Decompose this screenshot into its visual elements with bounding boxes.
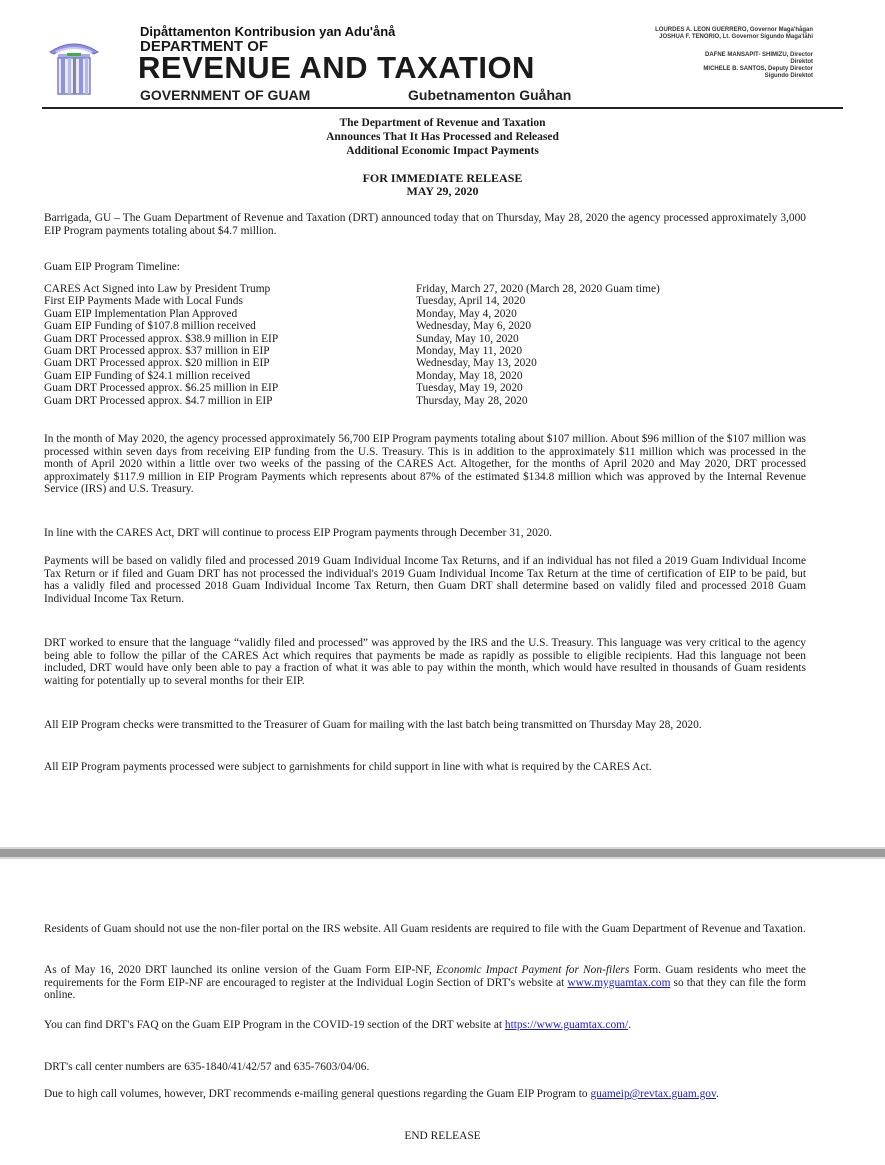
official-line: MICHELE B. SANTOS, Deputy Director [703,66,813,72]
email-link[interactable]: guameip@revtax.guam.gov [590,1088,716,1100]
release-header [0,172,885,198]
title-line: Announces That It Has Processed and Released [326,131,559,143]
department-name: REVENUE AND TAXATION [138,50,535,85]
nonfiler-text: Form. Guam residents who meet the requirements for the Form EIP-NF are encouraged to register at the Individual Login Section of DRT's website at [44,964,806,989]
nonfiler-text: As of May 16, 2020 DRT launched its online version of the Guam Form EIP-NF, [44,964,436,976]
call-center-paragraph: DRT's call center numbers are 635-1840/41/42/57 and 635-7603/04/06. [44,1061,370,1073]
officials-director-block [703,52,813,80]
nonfiler-paragraph [44,964,806,1002]
department-of-label: DEPARTMENT OF [140,38,269,55]
timeline-date: Thursday, May 28, 2020 [416,394,528,407]
myguamtax-link[interactable]: www.myguamtax.com [567,976,671,989]
timeline-row [44,308,660,320]
letterhead-divider [42,107,843,109]
timeline-row [44,320,660,332]
officials-governor-block [655,27,813,41]
may-summary-paragraph: In the month of May 2020, the agency processed approximately 56,700 EIP Program payments totaling about $107 million. About $96 million of the $107 million was processed within seven days from receiving EIP funding from the U.S. Treasury. This is in addition to the approximately $11 million which was processed in the month of April 2020 within a little over two weeks of the passing of the CARES Act. Altogether, for the months of April 2020 and May 2020, DRT processed approximately $117.9 million in EIP Program Payments which represents about 87% of the estimated $134.8 million which was approved by the Internal Revenue Service (IRS) and U.S. Treasury. [44,433,806,496]
timeline-event: Guam DRT Processed approx. $37 million in EIP [44,345,270,358]
timeline-row [44,357,660,369]
nonfiler-text: so that they can file the form online. [44,976,806,1002]
timeline-row [44,333,660,345]
timeline-row [44,382,660,394]
continue-processing-paragraph: In line with the CARES Act, DRT will continue to process EIP Program payments through December 31, 2020. [44,527,553,539]
garnishments-paragraph: All EIP Program payments processed were subject to garnishments for child support in line with what is required by the CARES Act. [44,761,652,773]
title-line: The Department of Revenue and Taxation [339,117,546,129]
timeline-date: Tuesday, May 19, 2020 [416,382,523,395]
column-seal-icon [48,38,100,98]
timeline-date: Friday, March 27, 2020 (March 28, 2020 Guam time) [416,283,660,295]
department-name-chamorro: Dipåttamenton Kontribusion yan Adu'ånå [140,24,396,39]
timeline-event: Guam EIP Implementation Plan Approved [44,307,238,320]
timeline-event: CARES Act Signed into Law by President Trump [44,283,271,295]
intro-paragraph: Barrigada, GU – The Guam Department of Revenue and Taxation (DRT) announced today that on Thursday, May 28, 2020 the agency processed approximately 3,000 EIP Program payments totaling about $4.7 million. [44,212,806,237]
email-paragraph [44,1088,806,1101]
nonfiler-form-title: Economic Impact Payment for Non-filers [436,964,630,976]
government-label: GOVERNMENT OF GUAM [140,87,311,103]
payments-basis-paragraph: Payments will be based on validly filed and processed 2019 Guam Individual Income Tax Returns, and if an individual has not filed a 2019 Guam Individual Income Tax Return or if filed and Guam DRT has not processed the individual's 2019 Guam Individual Income Tax Return at the time of certification of EIP to be paid, but has a validly filed and processed 2018 Guam Individual Income Tax Return, then Guam DRT shall determine based on validly filed and processed 2018 Guam Individual Income Tax Return. [44,555,806,605]
checks-paragraph: All EIP Program checks were transmitted to the Treasurer of Guam for mailing with the last batch being transmitted on Thursday May 28, 2020. [44,719,702,731]
timeline-date: Wednesday, May 13, 2020 [416,357,537,370]
timeline-heading: Guam EIP Program Timeline: [44,261,180,273]
residents-paragraph: Residents of Guam should not use the non-filer portal on the IRS website. All Guam residents are required to file with the Guam Department of Revenue and Taxation. [44,923,806,935]
timeline-row [44,295,660,307]
title-line: Additional Economic Impact Payments [346,145,539,157]
timeline-date: Wednesday, May 6, 2020 [416,320,532,333]
email-text: Due to high call volumes, however, DRT recommends e-mailing general questions regarding the Guam EIP Program to [44,1088,591,1100]
timeline-event: Guam DRT Processed approx. $6.25 million in EIP [44,382,279,395]
release-label: FOR IMMEDIATE RELEASE [362,171,523,185]
timeline-event: Guam DRT Processed approx. $4.7 million in EIP [44,394,273,407]
timeline-event: Guam EIP Funding of $107.8 million received [44,320,256,333]
timeline-row [44,370,660,382]
timeline-row [44,345,660,357]
end-release: END RELEASE [404,1130,481,1142]
official-line: DAFNE MANSAPIT- SHIMIZU, Director [704,52,813,58]
faq-text: You can find DRT's FAQ on the Guam EIP Program in the COVID-19 section of the DRT website at [44,1019,505,1031]
press-release-title [0,116,885,158]
timeline-date: Tuesday, April 14, 2020 [416,295,526,308]
timeline-date: Monday, May 4, 2020 [416,307,517,320]
government-label-chamorro: Gubetnamenton Guåhan [408,87,572,103]
official-line: LOURDES A. LEON GUERRERO, Governor Maga'hågan [655,27,813,33]
guamtax-link[interactable]: https://www.guamtax.com/ [504,1019,629,1031]
timeline-row [44,395,660,407]
page-break [0,849,885,857]
release-date: MAY 29, 2020 [406,184,479,198]
timeline-row [44,283,660,295]
official-line: Direktot [790,59,813,65]
faq-paragraph [44,1019,806,1032]
faq-text: . [628,1019,632,1031]
official-line: Sigundo Direktot [764,73,813,79]
email-text: . [715,1088,719,1100]
timeline-event: First EIP Payments Made with Local Funds [44,295,243,308]
timeline-date: Monday, May 18, 2020 [416,369,523,382]
timeline-event: Guam DRT Processed approx. $38.9 million in EIP [44,332,279,345]
timeline-date: Monday, May 11, 2020 [416,345,523,358]
timeline-event: Guam DRT Processed approx. $20 million in EIP [44,357,270,370]
official-line: JOSHUA F. TENORIO, Lt. Governor Sigundo Maga'låhi [659,34,813,40]
timeline-event: Guam EIP Funding of $24.1 million received [44,369,251,382]
language-paragraph: DRT worked to ensure that the language “validly filed and processed” was approved by the IRS and the U.S. Treasury. This language was very critical to the agency being able to follow the pillar of the CARES Act which requires that payments be made as rapidly as possible to eligible recipients. Had this language not been included, DRT would have only been able to pay a fraction of what it was able to pay within the month, which would have resulted in thousands of Guam residents waiting for potentially up to several months for their EIP. [44,637,806,687]
timeline-date: Sunday, May 10, 2020 [416,332,519,345]
timeline-list [44,283,660,407]
page-break-edge [0,857,885,859]
